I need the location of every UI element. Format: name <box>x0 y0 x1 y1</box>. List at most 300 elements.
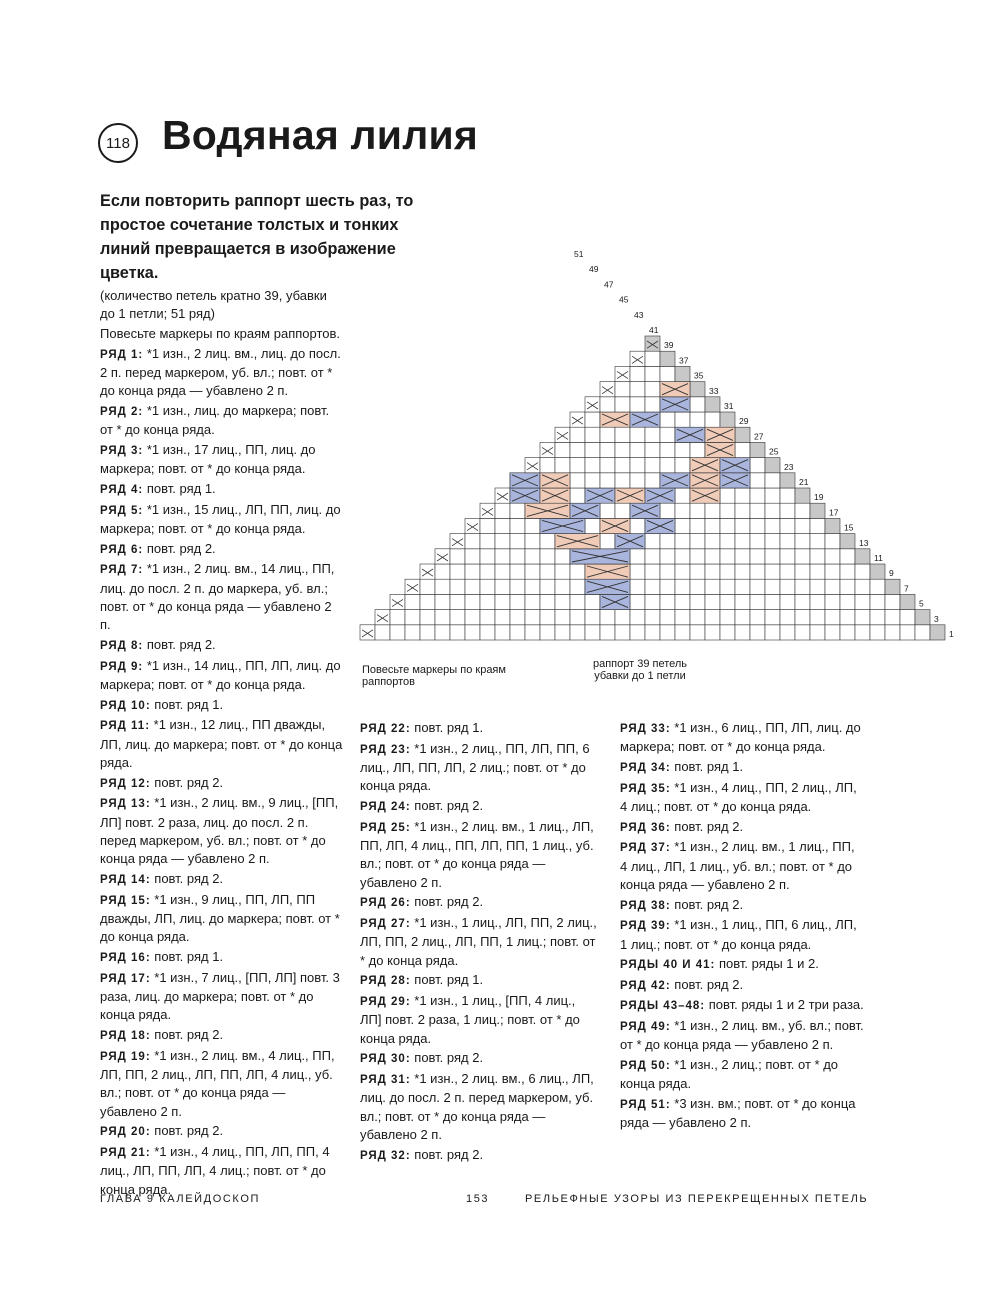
stitch-cell <box>660 534 675 549</box>
stitch-cell <box>555 458 570 473</box>
chart-caption-right <box>560 658 720 682</box>
row-label: РЯД 8: <box>100 640 144 652</box>
row-instruction <box>100 891 345 947</box>
row-label: РЯД 37: <box>620 842 671 855</box>
stitch-cell <box>615 473 630 488</box>
stitch-cell <box>555 610 570 625</box>
row-number-label: 17 <box>829 507 839 518</box>
stitch-cell <box>675 564 690 579</box>
decrease-cell <box>675 366 690 381</box>
stitch-cell <box>675 610 690 625</box>
row-label: РЯД 15: <box>100 894 151 907</box>
row-instruction <box>360 1049 600 1068</box>
row-label: РЯД 39: <box>620 920 671 933</box>
stitch-cell <box>750 564 765 579</box>
stitch-cell <box>450 625 465 640</box>
stitch-cell <box>495 534 510 549</box>
stitch-cell <box>585 594 600 609</box>
stitch-cell <box>645 564 660 579</box>
row-text: повт. ряд 1. <box>410 972 484 988</box>
stitch-cell <box>465 579 480 594</box>
stitch-cell <box>885 625 900 640</box>
stitch-cell <box>780 579 795 594</box>
stitch-cell <box>420 610 435 625</box>
stitch-cell <box>555 579 570 594</box>
row-label: РЯД 31: <box>360 1074 411 1086</box>
row-text: повт. ряд 1. <box>150 696 224 712</box>
row-instruction <box>100 1047 345 1122</box>
stitch-cell <box>480 625 495 640</box>
stitch-cell <box>480 564 495 579</box>
decrease-cell <box>735 427 750 442</box>
row-text: *1 изн., 2 лиц. вм., 1 лиц., ПП, 4 лиц., ЛП, 1 лиц., уб. вл.; повт. от * до конца ряда — убавлено 2 п. <box>620 839 855 892</box>
stitch-cell <box>660 625 675 640</box>
stitch-cell <box>870 579 885 594</box>
row-instruction <box>620 996 865 1015</box>
stitch-cell <box>510 594 525 609</box>
row-instruction <box>100 696 345 715</box>
stitch-cell <box>795 579 810 594</box>
stitch-cell <box>645 610 660 625</box>
stitch-cell <box>675 579 690 594</box>
stitch-cell <box>735 518 750 533</box>
stitch-cell <box>690 579 705 594</box>
stitch-cell <box>540 458 555 473</box>
row-text: повт. ряды 1 и 2. <box>715 956 819 972</box>
row-text: *1 изн., 4 лиц., ПП, ЛП, ПП, 4 лиц., ЛП, ПП, ЛП, 4 лиц.; повт. от * до конца ряда. <box>100 1144 330 1197</box>
stitch-cell <box>465 625 480 640</box>
row-text: повт. ряд 2. <box>143 540 216 556</box>
row-number-label: 51 <box>574 249 584 259</box>
stitch-cell <box>720 488 735 503</box>
stitch-cell <box>795 625 810 640</box>
stitch-cell <box>750 458 765 473</box>
row-number-label: 39 <box>664 340 674 351</box>
stitch-cell <box>660 503 675 518</box>
stitch-cell <box>750 518 765 533</box>
stitch-cell <box>660 412 675 427</box>
stitch-cell <box>690 534 705 549</box>
stitch-cell <box>780 610 795 625</box>
row-instruction <box>360 797 600 816</box>
row-number-label: 23 <box>784 461 794 472</box>
stitch-cell <box>405 610 420 625</box>
stitch-cell <box>480 594 495 609</box>
stitch-cell <box>570 594 585 609</box>
stitch-cell <box>780 534 795 549</box>
decrease-cell <box>900 594 915 609</box>
row-text: повт. ряд 1. <box>410 720 484 735</box>
stitch-cell <box>615 366 630 381</box>
stitch-cell <box>630 397 645 412</box>
stitch-cell <box>825 625 840 640</box>
stitch-cell <box>735 579 750 594</box>
stitch-cell <box>435 594 450 609</box>
decrease-cell <box>915 610 930 625</box>
chart-caption-repeat: раппорт 39 петель <box>592 658 688 670</box>
row-instruction <box>360 914 600 970</box>
row-instruction <box>620 779 865 817</box>
row-label: РЯД 7: <box>100 564 144 577</box>
stitch-cell <box>465 564 480 579</box>
stitch-cell <box>615 503 630 518</box>
row-instruction <box>620 976 865 995</box>
stitch-cell <box>615 397 630 412</box>
stitch-cell <box>420 625 435 640</box>
row-label: РЯД 6: <box>100 543 144 556</box>
row-label: РЯД 20: <box>100 1126 151 1139</box>
lead-paragraph: Если повторить раппорт шесть раз, то простое сочетание толстых и тонких линий превращается в изображение цветка. <box>100 192 414 282</box>
stitch-cell <box>375 625 390 640</box>
row-label: РЯД 34: <box>620 762 671 774</box>
footer-page-number: 153 <box>466 1193 490 1205</box>
row-text: повт. ряд 2. <box>143 637 216 652</box>
stitch-cell <box>645 473 660 488</box>
row-instruction <box>100 794 345 869</box>
decrease-cell <box>840 534 855 549</box>
stitch-cell <box>480 503 495 518</box>
row-number-label: 13 <box>859 537 869 548</box>
row-number-label: 7 <box>904 583 909 594</box>
row-label: РЯД 16: <box>100 952 151 964</box>
stitch-cell <box>525 549 540 564</box>
stitch-cell <box>840 610 855 625</box>
stitch-cell <box>405 625 420 640</box>
row-text: *1 изн., 1 лиц., [ПП, 4 лиц., ЛП] повт. 2 раза, 1 лиц.; повт. от * до конца ряда. <box>360 993 580 1046</box>
stitch-cell <box>825 594 840 609</box>
stitch-cell <box>765 594 780 609</box>
stitch-cell <box>645 594 660 609</box>
row-instruction <box>620 1095 865 1133</box>
stitch-cell <box>645 382 660 397</box>
stitch-cell <box>720 549 735 564</box>
row-instruction <box>360 992 600 1048</box>
stitch-cell <box>675 503 690 518</box>
stitch-cell <box>795 549 810 564</box>
stitch-cell <box>855 625 870 640</box>
row-label: РЯД 49: <box>620 1020 671 1033</box>
stitch-cell <box>630 351 645 366</box>
decrease-cell <box>930 625 945 640</box>
stitch-cell <box>405 594 420 609</box>
stitch-cell <box>480 610 495 625</box>
stitch-cell <box>465 534 480 549</box>
stitch-cell <box>420 564 435 579</box>
stitch-cell <box>870 610 885 625</box>
stitch-cell <box>420 594 435 609</box>
row-instruction <box>620 818 865 837</box>
row-text: повт. ряд 2. <box>670 896 744 912</box>
stitch-cell <box>555 549 570 564</box>
stitch-cell <box>570 625 585 640</box>
stitch-cell <box>585 625 600 640</box>
row-instruction <box>620 838 865 894</box>
instructions-column-3 <box>620 719 865 1134</box>
stitch-cell <box>915 625 930 640</box>
stitch-cell <box>600 610 615 625</box>
stitch-cell <box>375 610 390 625</box>
stitch-cell <box>750 625 765 640</box>
row-list <box>620 719 865 1133</box>
decrease-cell <box>855 549 870 564</box>
row-text: *3 изн. вм.; повт. от * до конца ряда — убавлено 2 п. <box>620 1095 856 1131</box>
stitch-cell <box>765 473 780 488</box>
row-label: РЯД 26: <box>360 897 411 910</box>
stitch-cell <box>540 579 555 594</box>
stitch-cell <box>720 594 735 609</box>
stitch-cell <box>765 518 780 533</box>
stitch-cell <box>540 549 555 564</box>
chart-caption-left: Повесьте маркеры по краям раппортов <box>362 664 506 688</box>
row-text: повт. ряд 2. <box>150 871 224 886</box>
row-text: *1 изн., 2 лиц. вм., 9 лиц., [ПП, ЛП] повт. 2 раза, лиц. до посл. 2 п. перед маркером, уб. вл.; повт. от * до конца ряда — убавлено 2 п. <box>100 795 339 867</box>
row-number-label: 5 <box>919 598 924 609</box>
stitch-cell <box>795 594 810 609</box>
stitch-cell <box>735 594 750 609</box>
stitch-cell <box>705 625 720 640</box>
row-label: РЯД 51: <box>620 1098 671 1111</box>
stitch-cell <box>705 594 720 609</box>
stitch-cell <box>570 427 585 442</box>
stitch-cell <box>660 579 675 594</box>
stitch-cell <box>840 564 855 579</box>
stitch-cell <box>510 625 525 640</box>
row-text: *1 изн., 7 лиц., [ПП, ЛП] повт. 3 раза, лиц. до маркера; повт. от * до конца ряда. <box>100 969 340 1023</box>
decrease-cell <box>645 336 660 351</box>
stitch-cell <box>765 564 780 579</box>
row-instruction <box>100 560 345 635</box>
stitch-cell <box>600 534 615 549</box>
stitch-cell <box>840 594 855 609</box>
row-label: РЯД 30: <box>360 1053 411 1066</box>
stitch-cell <box>585 473 600 488</box>
chart-caption-decreases: убавки до 1 петли <box>594 670 686 682</box>
stitch-cell <box>810 534 825 549</box>
stitch-cell <box>855 564 870 579</box>
row-list <box>360 719 600 1165</box>
stitch-cell <box>705 610 720 625</box>
stitch-cell <box>645 579 660 594</box>
stitch-cell <box>795 564 810 579</box>
stitch-cell <box>810 610 825 625</box>
stitch-cell <box>525 564 540 579</box>
stitch-cell <box>765 503 780 518</box>
stitch-cell <box>525 610 540 625</box>
row-number-label: 43 <box>634 309 644 320</box>
stitch-cell <box>735 442 750 457</box>
stitch-cell <box>435 625 450 640</box>
stitch-cell <box>645 549 660 564</box>
stitch-cell <box>465 594 480 609</box>
stitch-cell <box>855 610 870 625</box>
stitch-cell <box>765 488 780 503</box>
stitch-cell <box>465 549 480 564</box>
row-number-label: 3 <box>934 613 939 624</box>
stitch-cell <box>825 534 840 549</box>
row-instruction <box>360 719 600 738</box>
stitch-cell <box>750 549 765 564</box>
knitting-chart <box>355 118 954 648</box>
stitch-cell <box>705 549 720 564</box>
row-instruction <box>100 441 345 479</box>
stitch-cell <box>765 610 780 625</box>
stitch-cell <box>690 625 705 640</box>
pattern-number: 118 <box>106 134 130 152</box>
row-text: повт. ряд 2. <box>410 894 484 910</box>
stitch-cell <box>645 427 660 442</box>
decrease-cell <box>690 382 705 397</box>
stitch-cell <box>510 534 525 549</box>
row-label: РЯД 23: <box>360 743 411 756</box>
stitch-cell <box>435 610 450 625</box>
stitch-cell <box>885 610 900 625</box>
stitch-cell <box>540 442 555 457</box>
row-text: *1 изн., 2 лиц. вм., уб. вл.; повт. от * до конца ряда — убавлено 2 п. <box>620 1017 864 1053</box>
stitch-cell <box>660 442 675 457</box>
stitch-cell <box>615 442 630 457</box>
row-text: повт. ряд 2. <box>670 818 744 834</box>
row-number-label: 25 <box>769 446 779 457</box>
stitch-cell <box>690 564 705 579</box>
row-instruction <box>100 774 345 793</box>
stitch-cell <box>600 382 615 397</box>
stitch-cell <box>510 503 525 518</box>
stitch-cell <box>600 442 615 457</box>
row-label: РЯД 25: <box>360 821 411 834</box>
row-instruction <box>100 1143 345 1199</box>
row-instruction <box>360 740 600 796</box>
row-instruction <box>360 893 600 912</box>
stitch-cell <box>720 503 735 518</box>
stitch-cell <box>585 458 600 473</box>
stitch-cell <box>495 503 510 518</box>
stitch-cell <box>750 473 765 488</box>
stitch-cell <box>720 518 735 533</box>
stitch-cell <box>795 534 810 549</box>
stitch-cell <box>555 625 570 640</box>
stitch-cell <box>690 518 705 533</box>
row-instruction <box>620 1056 865 1094</box>
row-instruction <box>100 948 345 967</box>
row-label: РЯД 13: <box>100 798 151 811</box>
stitch-cell <box>570 412 585 427</box>
row-instruction <box>360 971 600 990</box>
stitch-cell <box>390 625 405 640</box>
stitch-cell <box>900 610 915 625</box>
row-label: РЯД 38: <box>620 899 671 912</box>
stitch-cell <box>690 397 705 412</box>
pattern-number-badge <box>98 123 138 163</box>
decrease-cell <box>870 564 885 579</box>
row-instruction <box>100 480 345 499</box>
row-instruction <box>620 916 865 954</box>
stitch-cell <box>630 564 645 579</box>
row-text: повт. ряд 2. <box>410 798 484 813</box>
stitch-cell <box>660 594 675 609</box>
decrease-cell <box>765 458 780 473</box>
row-number-label: 49 <box>589 264 599 275</box>
row-number-label: 1 <box>949 629 954 639</box>
stitch-cell <box>495 549 510 564</box>
stitch-cell <box>795 610 810 625</box>
stitch-cell <box>810 625 825 640</box>
stitch-cell <box>585 427 600 442</box>
row-text: повт. ряд 1. <box>150 949 224 964</box>
stitch-cell <box>435 549 450 564</box>
stitch-cell <box>645 397 660 412</box>
stitch-cell <box>750 503 765 518</box>
stitch-cell <box>630 518 645 533</box>
stitch-cell <box>465 610 480 625</box>
stitch-cell <box>750 594 765 609</box>
stitch-cell <box>585 518 600 533</box>
stitch-cell <box>690 412 705 427</box>
row-text: повт. ряд 1. <box>143 481 216 496</box>
row-label: РЯД 27: <box>360 918 411 930</box>
stitch-cell <box>660 564 675 579</box>
stitch-cell <box>570 458 585 473</box>
instructions-column-1 <box>100 287 345 1200</box>
row-number-label: 31 <box>724 401 734 411</box>
row-text: *1 изн., 2 лиц. вм., лиц. до посл. 2 п. перед маркером, уб. вл.; повт. от * до конца ряда — убавлено 2 п. <box>100 345 341 399</box>
stitch-cell <box>510 549 525 564</box>
stitch-cell <box>435 564 450 579</box>
decrease-cell <box>750 442 765 457</box>
stitch-cell <box>510 610 525 625</box>
stitch-cell <box>750 488 765 503</box>
stitch-cell <box>615 625 630 640</box>
stitch-cell <box>855 594 870 609</box>
stitch-cell <box>405 579 420 594</box>
stitch-cell <box>510 564 525 579</box>
row-label: РЯД 21: <box>100 1147 151 1159</box>
stitch-cell <box>495 610 510 625</box>
stitch-cell <box>555 564 570 579</box>
stitch-cell <box>765 534 780 549</box>
row-instruction <box>620 719 865 757</box>
stitch-cell <box>540 534 555 549</box>
stitch-cell <box>450 610 465 625</box>
stitch-cell <box>360 625 375 640</box>
row-instruction <box>100 870 345 889</box>
stitch-cell <box>645 442 660 457</box>
stitch-cell <box>525 594 540 609</box>
row-label: РЯД 14: <box>100 874 151 886</box>
stitch-cell <box>495 518 510 533</box>
row-label: РЯД 2: <box>100 406 144 418</box>
stitch-cell <box>840 625 855 640</box>
row-text: *1 изн., 2 лиц. вм., 14 лиц., ПП, лиц. до посл. 2 п. до маркера, уб. вл.; повт. от * до конца ряда — убавлено 2 п. <box>100 561 335 633</box>
stitch-cell <box>750 579 765 594</box>
row-label: РЯД 5: <box>100 504 144 517</box>
stitch-cell <box>690 442 705 457</box>
row-label: РЯД 17: <box>100 972 151 985</box>
stitch-cell <box>615 382 630 397</box>
stitch-cell <box>525 518 540 533</box>
decrease-cell <box>780 473 795 488</box>
stitch-cell <box>675 534 690 549</box>
row-label: РЯД 4: <box>100 484 144 496</box>
row-text: повт. ряд 2. <box>670 976 744 992</box>
stitch-cell <box>765 579 780 594</box>
stitch-cell <box>390 594 405 609</box>
stitch-cell <box>825 579 840 594</box>
stitch-cell <box>810 579 825 594</box>
stitch-cell <box>660 366 675 381</box>
stitch-cell <box>630 594 645 609</box>
stitch-cell <box>510 518 525 533</box>
row-text: *1 изн., 1 лиц., ЛП, ПП, 2 лиц., ЛП, ПП, 2 лиц., ЛП, ПП, 1 лиц.; повт. от * до конца ряда. <box>360 915 597 968</box>
